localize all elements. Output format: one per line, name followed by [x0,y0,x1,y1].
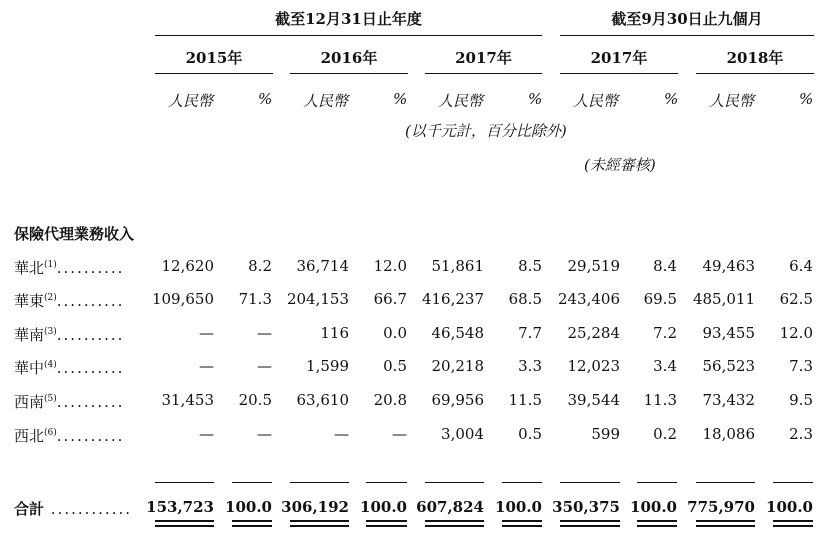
cell-pct-2015: 8.2 [248,257,272,275]
cell-rmb-2017-9m: 243,406 [557,290,620,308]
cell-rmb-2015: 31,453 [161,391,214,409]
double-rule-bottom [560,525,620,527]
footnote-marker: (5) [44,394,57,404]
double-rule-bottom [773,525,813,527]
row-label [14,391,124,412]
cell-rmb-2016: — [334,425,349,443]
cell-rmb-2017-9m: 599 [591,425,620,443]
rule-above-total [425,482,484,483]
region-name: 華南 [14,326,45,344]
footnote-marker: (4) [44,360,57,370]
total-pct-2017: 100.0 [495,498,542,516]
cell-pct-2018-9m: 9.5 [789,391,813,409]
row-label [14,357,124,378]
double-rule-top [773,520,813,522]
header-year-2016: 2016年 [320,49,378,67]
rule-above-total [502,482,542,483]
rule-above-total [232,482,272,483]
header-year-2015: 2015年 [185,49,243,67]
row-label [14,425,124,446]
total-pct-2015: 100.0 [225,498,272,516]
cell-pct-2016: 0.0 [383,324,407,342]
cell-rmb-2016: 1,599 [306,357,349,375]
header-group-years: 截至12月31日止年度 [275,10,422,28]
unit-percent-2017-9m: % [664,90,679,108]
cell-pct-2015: 71.3 [238,290,272,308]
cell-rmb-2015: 12,620 [161,257,214,275]
double-rule-top [696,520,755,522]
total-rmb-2015: 153,723 [146,498,214,516]
header-group-years-rule [155,35,542,36]
total-pct-2016: 100.0 [360,498,407,516]
double-rule-bottom [502,525,542,527]
header-year-2015-rule [155,73,273,74]
unit-percent-2015: % [258,90,273,108]
unit-percent-2016: % [393,90,408,108]
header-year-2018-9m-rule [696,73,814,74]
unit-currency-2015: 人民幣 [168,92,214,110]
cell-pct-2017: 3.3 [518,357,542,375]
double-rule-top [425,520,484,522]
rule-above-total [560,482,620,483]
cell-rmb-2015: 109,650 [151,290,214,308]
unit-currency-2017: 人民幣 [438,92,484,110]
cell-rmb-2017-9m: 12,023 [567,357,620,375]
double-rule-top [560,520,620,522]
cell-rmb-2018-9m: 18,086 [702,425,755,443]
header-group-ninemonths: 截至9月30日止九個月 [611,10,763,28]
cell-rmb-2018-9m: 56,523 [702,357,755,375]
double-rule-top [290,520,349,522]
cell-rmb-2017-9m: 39,544 [567,391,620,409]
cell-pct-2018-9m: 2.3 [789,425,813,443]
header-year-2018-9m: 2018年 [726,49,784,67]
cell-pct-2017: 68.5 [508,290,542,308]
footnote-marker: (6) [44,428,57,438]
dot-leader: ............ [44,500,133,518]
cell-pct-2017-9m: 3.4 [653,357,677,375]
double-rule-bottom [696,525,755,527]
cell-rmb-2017: 20,218 [431,357,484,375]
cell-rmb-2015: — [199,357,214,375]
dot-leader: .......... [56,359,125,377]
note-unaudited: (未經審核) [584,156,656,174]
unit-percent-2017: % [528,90,543,108]
total-pct-2017-9m: 100.0 [630,498,677,516]
unit-currency-2016: 人民幣 [303,92,349,110]
cell-pct-2017: 8.5 [518,257,542,275]
footnote-marker: (2) [44,293,57,303]
header-year-2017-rule [425,73,542,74]
cell-pct-2016: 0.5 [383,357,407,375]
total-rmb-2018-9m: 775,970 [687,498,755,516]
cell-pct-2017-9m: 0.2 [653,425,677,443]
cell-rmb-2016: 116 [320,324,349,342]
region-name: 西南 [14,393,45,411]
dot-leader: .......... [56,292,125,310]
double-rule-bottom [425,525,484,527]
header-year-2017: 2017年 [455,49,512,67]
cell-pct-2017-9m: 8.4 [653,257,677,275]
cell-rmb-2017: 69,956 [431,391,484,409]
cell-rmb-2015: — [199,425,214,443]
total-name: 合計 [14,500,45,518]
row-label [14,290,124,311]
rule-above-total [290,482,349,483]
cell-pct-2015: 20.5 [238,391,272,409]
header-year-2017-9m: 2017年 [590,49,648,67]
row-label [14,324,124,345]
footnote-marker: (1) [44,260,57,270]
total-pct-2018-9m: 100.0 [766,498,813,516]
rule-above-total [696,482,755,483]
header-year-2017-9m-rule [560,73,678,74]
region-name: 華東 [14,292,45,310]
section-title: 保險代理業務收入 [14,225,135,243]
double-rule-bottom [232,525,272,527]
unit-currency-2017-9m: 人民幣 [573,92,619,110]
rule-above-total [155,482,214,483]
cell-pct-2016: 12.0 [373,257,407,275]
cell-pct-2015: — [257,425,272,443]
cell-pct-2016: 20.8 [373,391,407,409]
total-rmb-2016: 306,192 [281,498,349,516]
dot-leader: .......... [56,427,125,445]
cell-rmb-2017-9m: 25,284 [567,324,620,342]
cell-rmb-2016: 63,610 [296,391,349,409]
cell-rmb-2018-9m: 49,463 [702,257,755,275]
note-thousands: (以千元計，百分比除外) [405,122,567,140]
double-rule-top [502,520,542,522]
dot-leader: .......... [56,259,125,277]
cell-rmb-2016: 36,714 [296,257,349,275]
unit-percent-2018-9m: % [799,90,814,108]
unit-currency-2018-9m: 人民幣 [709,92,755,110]
region-name: 華北 [14,259,45,277]
dot-leader: .......... [56,393,125,411]
cell-pct-2018-9m: 12.0 [779,324,813,342]
cell-rmb-2017: 46,548 [431,324,484,342]
double-rule-bottom [366,525,407,527]
cell-pct-2017-9m: 11.3 [643,391,677,409]
rule-above-total [366,482,407,483]
cell-pct-2017: 11.5 [508,391,542,409]
cell-pct-2018-9m: 7.3 [789,357,813,375]
cell-pct-2017: 0.5 [518,425,542,443]
cell-rmb-2018-9m: 485,011 [692,290,755,308]
double-rule-top [232,520,272,522]
cell-pct-2015: — [257,357,272,375]
cell-rmb-2017-9m: 29,519 [567,257,620,275]
dot-leader: .......... [56,326,125,344]
double-rule-bottom [290,525,349,527]
region-name: 華中 [14,359,45,377]
cell-rmb-2016: 204,153 [286,290,349,308]
cell-rmb-2017: 416,237 [421,290,484,308]
double-rule-bottom [155,525,214,527]
cell-rmb-2017: 51,861 [431,257,484,275]
cell-rmb-2018-9m: 93,455 [702,324,755,342]
total-rmb-2017-9m: 350,375 [552,498,620,516]
cell-pct-2017: 7.7 [518,324,542,342]
region-name: 西北 [14,427,45,445]
cell-pct-2016: — [392,425,407,443]
cell-pct-2015: — [257,324,272,342]
row-label [14,257,124,278]
header-year-2016-rule [290,73,408,74]
cell-pct-2017-9m: 7.2 [653,324,677,342]
total-rmb-2017: 607,824 [416,498,484,516]
double-rule-top [637,520,677,522]
cell-rmb-2015: — [199,324,214,342]
total-label [14,498,132,519]
rule-above-total [773,482,813,483]
double-rule-top [366,520,407,522]
cell-rmb-2017: 3,004 [441,425,484,443]
cell-pct-2016: 66.7 [373,290,407,308]
header-group-ninemonths-rule [560,35,814,36]
cell-pct-2018-9m: 62.5 [779,290,813,308]
rule-above-total [637,482,677,483]
footnote-marker: (3) [44,327,57,337]
cell-pct-2018-9m: 6.4 [789,257,813,275]
double-rule-top [155,520,214,522]
double-rule-bottom [637,525,677,527]
cell-pct-2017-9m: 69.5 [643,290,677,308]
cell-rmb-2018-9m: 73,432 [702,391,755,409]
